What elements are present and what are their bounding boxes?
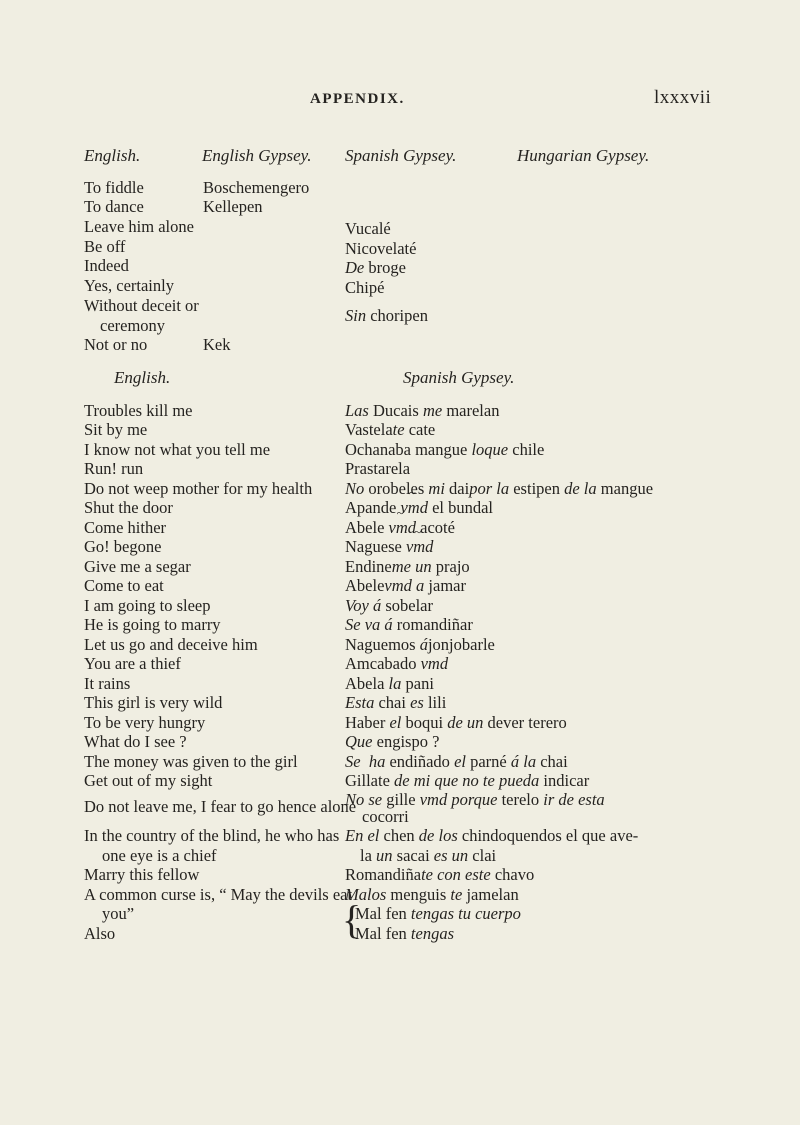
spanish-gypsey-phrase: Amcabado vmd bbox=[345, 654, 449, 673]
table-cell-english-gypsey: Boschemengero bbox=[203, 178, 310, 197]
english-phrase: To be very hungry bbox=[84, 713, 206, 732]
spanish-gypsey-phrase: No se gille vmd porque terelo ir de esta bbox=[345, 790, 605, 809]
column-header-spanish-gypsey: Spanish Gypsey. bbox=[345, 146, 457, 165]
english-phrase: Do not leave me, I fear to go hence alone bbox=[84, 797, 357, 816]
english-phrase: Troubles kill me bbox=[84, 401, 193, 420]
column-header-hungarian-gypsey: Hungarian Gypsey. bbox=[517, 146, 650, 165]
english-phrase: Give me a segar bbox=[84, 557, 191, 576]
spanish-gypsey-phrase: Apande ~ vmd el bundal bbox=[345, 498, 493, 518]
spanish-gypsey-phrase: Se va á romandiñar bbox=[345, 615, 473, 634]
table-cell-spanish-gypsey: De broge bbox=[345, 258, 406, 277]
spanish-gypsey-phrase: Abela la pani bbox=[345, 674, 434, 693]
english-phrase: Let us go and deceive him bbox=[84, 635, 258, 654]
spanish-gypsey-phrase: Que engispo ? bbox=[345, 732, 440, 751]
table-cell-english: Be off bbox=[84, 237, 126, 256]
table-cell-english: Without deceit or bbox=[84, 296, 199, 315]
table-cell-english: To dance bbox=[84, 197, 144, 216]
spanish-gypsey-phrase: Gillate de mi que no te pueda indicar bbox=[345, 771, 590, 790]
spanish-gypsey-phrase: Las Ducais me marelan bbox=[345, 401, 500, 420]
english-phrase: He is going to marry bbox=[84, 615, 221, 634]
english-phrase: This girl is very wild bbox=[84, 693, 223, 712]
table-cell-english-continued: ceremony bbox=[100, 316, 166, 335]
table-cell-english-gypsey: Kellepen bbox=[203, 197, 263, 216]
spanish-gypsey-phrase: Naguese ~ vmd bbox=[345, 537, 433, 557]
column-header-spanish-gypsey: Spanish Gypsey. bbox=[403, 368, 515, 387]
english-phrase: Sit by me bbox=[84, 420, 148, 439]
spanish-gypsey-phrase: Haber el boqui de un dever terero bbox=[345, 713, 567, 732]
english-phrase: Do not weep mother for my health bbox=[84, 479, 313, 498]
spanish-gypsey-phrase: Abele ~ vmd acoté bbox=[345, 518, 455, 538]
spanish-gypsey-phrase-continued: cocorri bbox=[362, 807, 409, 826]
english-phrase: You are a thief bbox=[84, 654, 181, 673]
table-cell-english: Indeed bbox=[84, 256, 129, 275]
table-cell-english: To fiddle bbox=[84, 178, 144, 197]
spanish-gypsey-phrase: Romandiñate con este chavo bbox=[345, 865, 535, 884]
spanish-gypsey-phrase: Vastelate cate bbox=[345, 420, 436, 439]
english-phrase: I know not what you tell me bbox=[84, 440, 271, 459]
table-cell-spanish-gypsey: Vucalé bbox=[345, 219, 391, 238]
english-phrase: Shut the door bbox=[84, 498, 173, 517]
english-phrase: A common curse is, “ May the devils eat bbox=[84, 885, 353, 904]
spanish-gypsey-phrase: En el chen de los chindoquendos el que ave- bbox=[345, 826, 639, 845]
english-phrase: Come hither bbox=[84, 518, 167, 537]
english-phrase: The money was given to the girl bbox=[84, 752, 298, 771]
column-header-english: English. bbox=[114, 368, 171, 387]
spanish-gypsey-phrase: Mal fen tengas tu cuerpo bbox=[355, 904, 521, 923]
spanish-gypsey-phrase-continued: la un sacai es un clai bbox=[360, 846, 497, 865]
spanish-gypsey-phrase: Voy á sobelar bbox=[345, 596, 433, 615]
english-phrase: Marry this fellow bbox=[84, 865, 200, 884]
running-title: APPENDIX. bbox=[310, 91, 405, 107]
column-header-english-gypsey: English Gypsey. bbox=[202, 146, 312, 165]
table-cell-english-gypsey: Kek bbox=[203, 335, 231, 354]
spanish-gypsey-phrase: Prastarela bbox=[345, 459, 411, 478]
spanish-gypsey-phrase: Esta chai es lili bbox=[345, 693, 447, 712]
english-phrase-continued: you” bbox=[102, 904, 135, 923]
table-cell-english: Leave him alone bbox=[84, 217, 194, 236]
column-header-english: English. bbox=[84, 146, 141, 165]
table-cell-english: Not or no bbox=[84, 335, 148, 354]
spanish-gypsey-phrase: Naguemos ájonjobarle bbox=[345, 635, 495, 654]
page-number: lxxxvii bbox=[654, 87, 712, 108]
spanish-gypsey-phrase: Endineme un prajo bbox=[345, 557, 470, 576]
spanish-gypsey-phrase: No orobeles mi daipor la estipen de la mangue bbox=[345, 479, 654, 498]
spanish-gypsey-phrase: Ochanaba mangue loque chile bbox=[345, 440, 545, 459]
english-phrase: Get out of my sight bbox=[84, 771, 213, 790]
english-phrase: Go! begone bbox=[84, 537, 162, 556]
english-phrase-continued: one eye is a chief bbox=[102, 846, 217, 865]
table-cell-spanish-gypsey: Chipé bbox=[345, 278, 385, 297]
english-phrase: What do I see ? bbox=[84, 732, 187, 751]
spanish-gypsey-phrase: Mal fen tengas bbox=[355, 924, 454, 943]
english-phrase: I am going to sleep bbox=[84, 596, 211, 615]
english-phrase: It rains bbox=[84, 674, 131, 693]
table-cell-english: Yes, certainly bbox=[84, 276, 174, 295]
english-phrase: Also bbox=[84, 924, 116, 943]
table-cell-spanish-gypsey: Nicovelaté bbox=[345, 239, 417, 258]
english-phrase: Run! run bbox=[84, 459, 144, 478]
table-cell-spanish-gypsey: Sin choripen bbox=[345, 306, 428, 325]
brace-symbol: { bbox=[342, 897, 362, 942]
english-phrase: In the country of the blind, he who has bbox=[84, 826, 340, 845]
english-phrase: Come to eat bbox=[84, 576, 164, 595]
spanish-gypsey-phrase: Malos menguis te jamelan bbox=[345, 885, 519, 904]
spanish-gypsey-phrase: Se ha endiñado el parné á la chai bbox=[345, 752, 568, 771]
spanish-gypsey-phrase: Abelevmd a jamar bbox=[345, 576, 466, 595]
